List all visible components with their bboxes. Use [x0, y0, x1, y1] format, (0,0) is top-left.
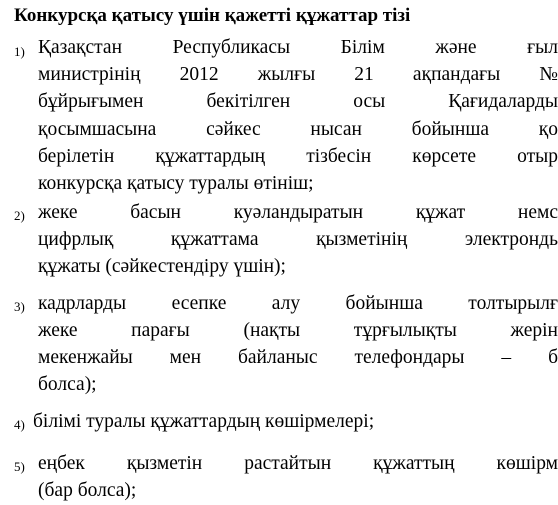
item-1-line-2: министрінің 2012 жылғы 21 ақпандағы №: [38, 64, 558, 85]
item-3-line-1: кадрларды есепке алу бойынша толтырылғ: [38, 293, 558, 314]
item-1-line-6: конкурсқа қатысу туралы өтініш;: [38, 173, 314, 194]
item-3-line-3: мекенжайы мен байланыс телефондары – б: [38, 347, 558, 368]
item-1-number: 1): [14, 44, 25, 59]
item-5-line-2: (бар болса);: [38, 480, 137, 501]
item-2-line-1: жеке басын куәландыратын құжат немс: [38, 202, 558, 223]
item-1-line-5: берілетін құжаттардың тізбесін көрсете отыр: [38, 146, 558, 167]
item-3-line-2: жеке парағы (нақты тұрғылықты жерін: [38, 320, 558, 341]
item-4-line-1: білімі туралы құжаттардың көшірмелері;: [33, 411, 375, 432]
item-2-number: 2): [14, 208, 25, 223]
item-2-line-2: цифрлық құжаттама қызметінің электрондь: [38, 229, 558, 250]
item-1-line-1: Қазақстан Республикасы Білім және ғыл: [38, 37, 558, 58]
item-2-line-3: құжаты (сәйкестендіру үшін);: [38, 256, 286, 277]
item-3-number: 3): [14, 299, 25, 314]
item-4-number: 4): [14, 417, 25, 432]
document-title: Конкурсқа қатысу үшін қажетті құжаттар тізі: [14, 5, 411, 26]
item-3-line-4: болса);: [38, 374, 97, 395]
item-5-number: 5): [14, 459, 25, 474]
item-1-line-4: қосымшасына сәйкес нысан бойынша қо: [38, 119, 558, 140]
item-1-line-3: бұйрығымен бекітілген осы Қағидаларды: [38, 91, 558, 112]
item-5-line-1: еңбек қызметін растайтын құжаттың көшірм: [38, 453, 558, 474]
